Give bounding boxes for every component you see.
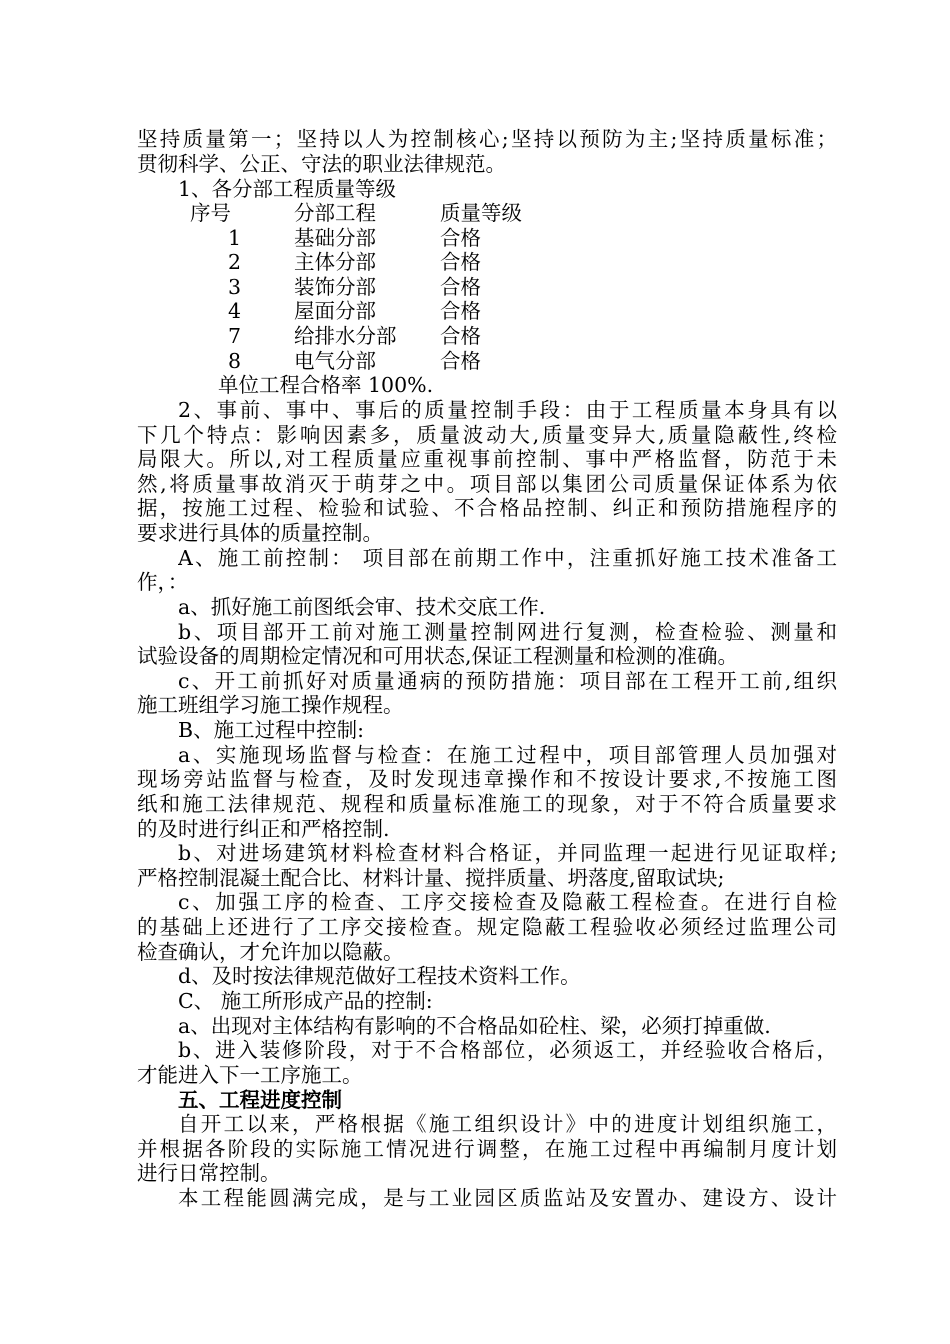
part-b-line: 严格控制混凝土配合比、材料计量、搅拌质量、坍落度,留取试块;: [137, 866, 725, 890]
pass-rate: 单位工程合格率 100%.: [218, 373, 434, 397]
part-c-line: C、 施工所形成产品的控制:: [178, 989, 433, 1013]
row-no: 8: [228, 349, 242, 373]
part-b-line: B、施工过程中控制:: [178, 718, 364, 742]
section-2-line: 据，按施工过程、检验和试验、不合格品控制、纠正和预防措施程序的: [137, 496, 837, 520]
section-2-line: 下几个特点：影响因素多，质量波动大,质量变异大,质量隐蔽性,终检: [137, 423, 837, 447]
part-b-line: c、加强工序的检查、工序交接检查及隐蔽工程检查。在进行自检: [178, 890, 837, 914]
row-part: 屋面分部: [294, 299, 376, 323]
row-no: 7: [228, 324, 242, 348]
section-5-title: 五、工程进度控制: [178, 1088, 342, 1112]
row-no: 3: [228, 275, 242, 299]
row-no: 4: [228, 299, 242, 323]
part-a-line: b、项目部开工前对施工测量控制网进行复测，检查检验、测量和: [178, 620, 837, 644]
section-5-line: 并根据各阶段的实际施工情况进行调整，在施工过程中再编制月度计划: [137, 1137, 837, 1161]
row-grade: 合格: [440, 349, 481, 373]
part-b-line: d、及时按法律规范做好工程技术资料工作。: [178, 964, 581, 988]
header-no: 序号: [190, 201, 231, 225]
part-c-line: b、进入装修阶段，对于不合格部位，必须返工，并经验收合格后，: [178, 1038, 837, 1062]
row-part: 给排水分部: [294, 324, 397, 348]
section-2-line: 然,将质量事故消灭于萌芽之中。项目部以集团公司质量保证体系为依: [137, 472, 837, 496]
part-b-line: 纸和施工法律规范、规程和质量标准施工的现象，对于不符合质量要求: [137, 792, 837, 816]
section-1-title: 1、各分部工程质量等级: [178, 177, 397, 201]
row-grade: 合格: [440, 299, 481, 323]
row-grade: 合格: [440, 250, 481, 274]
header-part: 分部工程: [294, 201, 376, 225]
part-c-line: a、出现对主体结构有影响的不合格品如砼柱、梁，必须打掉重做.: [178, 1014, 771, 1038]
part-b-line: 现场旁站监督与检查，及时发现违章操作和不按设计要求,不按施工图: [137, 767, 837, 791]
section-5-line: 本工程能圆满完成，是与工业园区质监站及安置办、建设方、设计: [178, 1186, 837, 1210]
row-part: 主体分部: [294, 250, 376, 274]
part-b-line: 的及时进行纠正和严格控制.: [137, 817, 390, 841]
row-part: 电气分部: [294, 349, 376, 373]
part-a-line: A、施工前控制： 项目部在前期工作中，注重抓好施工技术准备工: [178, 546, 837, 570]
part-a-line: 试验设备的周期检定情况和可用状态,保证工程测量和检测的准确。: [137, 644, 739, 668]
header-grade: 质量等级: [440, 201, 522, 225]
part-a-line: c、开工前抓好对质量通病的预防措施：项目部在工程开工前,组织: [178, 669, 837, 693]
row-no: 2: [228, 250, 242, 274]
part-a-line: a、抓好施工前图纸会审、技术交底工作.: [178, 595, 546, 619]
section-2-line: 2、事前、事中、事后的质量控制手段：由于工程质量本身具有以: [178, 398, 837, 422]
intro-line: 坚持质量第一；坚持以人为控制核心;坚持以预防为主;坚持质量标准；: [137, 127, 837, 151]
section-5-line: 进行日常控制。: [137, 1161, 281, 1185]
row-part: 装饰分部: [294, 275, 376, 299]
part-b-line: b、对进场建筑材料检查材料合格证，并同监理一起进行见证取样;: [178, 841, 837, 865]
part-b-line: a、实施现场监督与检查：在施工过程中，项目部管理人员加强对: [178, 743, 837, 767]
part-b-line: 的基础上还进行了工序交接检查。规定隐蔽工程验收必须经过监理公司: [137, 915, 837, 939]
intro-line: 贯彻科学、公正、守法的职业法律规范。: [137, 152, 506, 176]
section-2-line: 局限大。所以,对工程质量应重视事前控制、事中严格监督，防范于未: [137, 447, 837, 471]
row-part: 基础分部: [294, 226, 376, 250]
row-no: 1: [228, 226, 242, 250]
row-grade: 合格: [440, 226, 481, 250]
section-5-line: 自开工以来，严格根据《施工组织设计》中的进度计划组织施工，: [178, 1112, 837, 1136]
section-2-line: 要求进行具体的质量控制。: [137, 521, 383, 545]
part-a-line: 作，：: [137, 570, 189, 594]
part-b-line: 检查确认，才允许加以隐蔽。: [137, 940, 404, 964]
row-grade: 合格: [440, 275, 481, 299]
part-a-line: 施工班组学习施工操作规程。: [137, 693, 404, 717]
part-c-line: 才能进入下一工序施工。: [137, 1063, 363, 1087]
row-grade: 合格: [440, 324, 481, 348]
